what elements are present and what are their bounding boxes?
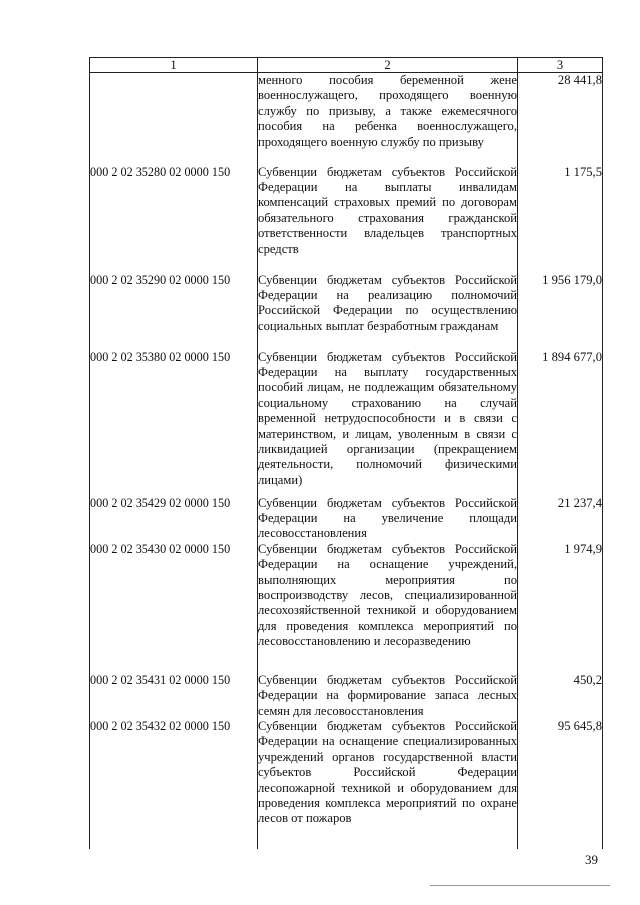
row-description: Субвенции бюджетам субъектов Российской Федерации на выплату государственных пособий лицам, не подлежащим обязательному социальному страхованию на случай временной нетрудоспособности и в связи с материнством, и лицам, уволенным в связи с ликвидацией организации (прекращением деятельности, полномочий физическими лицами) [258,350,518,496]
row-amount: 1 894 677,0 [518,350,603,496]
row-amount: 95 645,8 [518,719,603,849]
page-number: 39 [585,852,598,867]
table-row [90,165,603,273]
row-code: 000 2 02 35429 02 0000 150 [90,496,258,542]
row-code [90,73,258,165]
row-amount: 1 974,9 [518,542,603,673]
table-row [90,719,603,849]
row-code: 000 2 02 35432 02 0000 150 [90,719,258,849]
row-amount: 450,2 [518,673,603,719]
budget-table [89,57,603,849]
row-code: 000 2 02 35380 02 0000 150 [90,350,258,496]
row-description: Субвенции бюджетам субъектов Российской Федерации на оснащение специализированных учреждений органов государственной власти субъектов Российской Федерации лесопожарной техникой и оборудованием для проведения комплекса мероприятий по охране лесов от пожаров [258,719,518,849]
row-code: 000 2 02 35431 02 0000 150 [90,673,258,719]
row-description: Субвенции бюджетам субъектов Российской Федерации на реализацию полномочий Российской Федерации по осуществлению социальных выплат безработным гражданам [258,273,518,350]
column-header-code: 1 [90,58,258,73]
row-amount: 1 175,5 [518,165,603,273]
row-code: 000 2 02 35290 02 0000 150 [90,273,258,350]
table-row [90,350,603,496]
column-header-description: 2 [258,58,518,73]
row-amount: 1 956 179,0 [518,273,603,350]
table-row [90,273,603,350]
header-row [90,58,603,73]
row-amount: 21 237,4 [518,496,603,542]
row-description: Субвенции бюджетам субъектов Российской Федерации на оснащение учреждений, выполняющих мероприятия по воспроизводству лесов, специализированной лесохозяйственной техникой и оборудованием для проведения комплекса мероприятий по лесовосстановлению и лесоразведению [258,542,518,673]
table-row [90,542,603,673]
row-amount: 28 441,8 [518,73,603,165]
footer-rule [430,885,610,886]
table-row [90,496,603,542]
column-header-amount: 3 [518,58,603,73]
row-code: 000 2 02 35280 02 0000 150 [90,165,258,273]
table-row [90,73,603,165]
row-description: менного пособия беременной жене военнослужащего, проходящего военную службу по призыву, а также ежемесячного пособия на ребенка военнослужащего, проходящего военную службу по призыву [258,73,518,165]
table-row [90,673,603,719]
row-description: Субвенции бюджетам субъектов Российской Федерации на выплаты инвалидам компенсаций страховых премий по договорам обязательного страхования гражданской ответственности владельцев транспортных средств [258,165,518,273]
row-description: Субвенции бюджетам субъектов Российской Федерации на увеличение площади лесовосстановления [258,495,517,541]
row-code: 000 2 02 35430 02 0000 150 [90,542,258,673]
row-description: Субвенции бюджетам субъектов Российской Федерации на формирование запаса лесных семян для лесовосстановления [258,672,517,718]
